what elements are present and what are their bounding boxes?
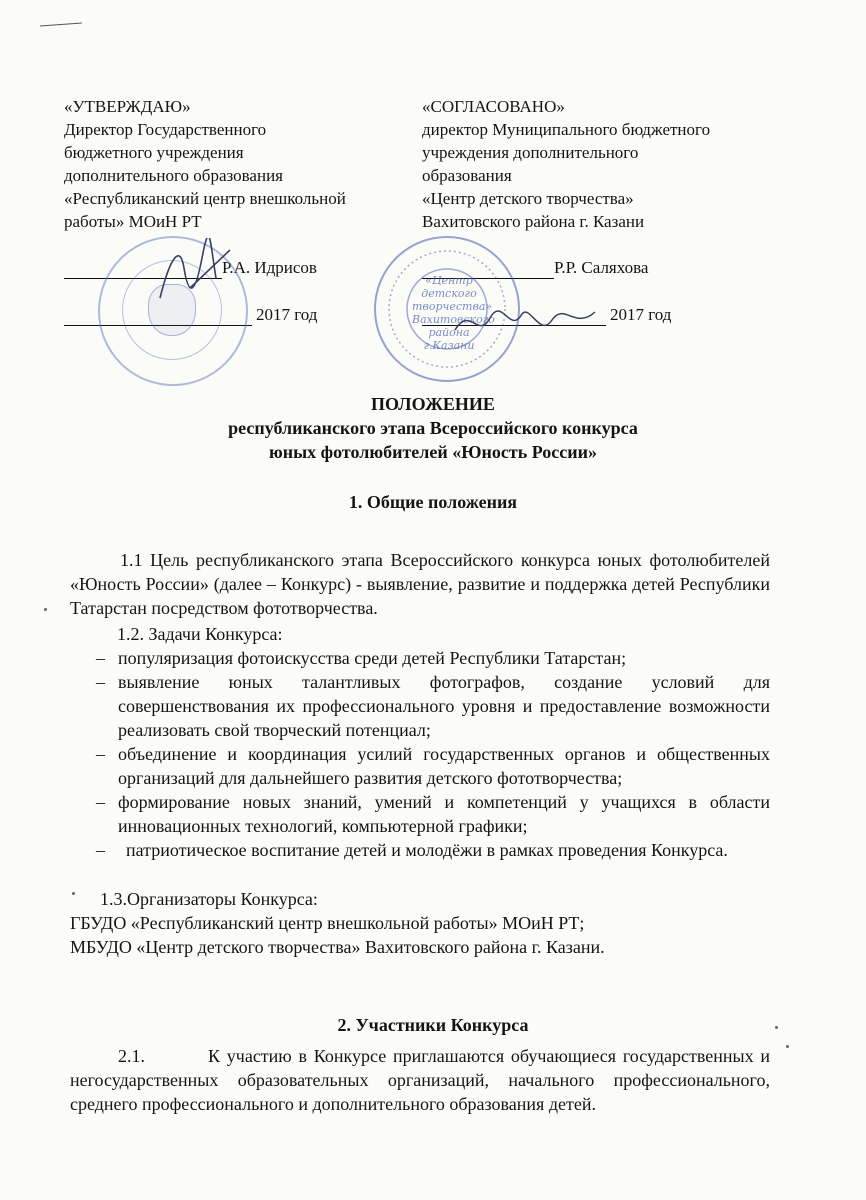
document-title <box>0 392 866 464</box>
title-line-2: республиканского этапа Всероссийского конкурса <box>228 418 638 438</box>
section-1-heading: 1. Общие положения <box>348 492 518 512</box>
paragraph-1-3: 1.3.Организаторы Конкурса: <box>100 889 318 909</box>
list-item: – выявление юных талантливых фотографов, создание условий для совершенствования их профессионального уровня и предоставление возможности реализовать свой творческий потенциал; <box>96 670 770 742</box>
paragraph-1-2: 1.2. Задачи Конкурса: <box>117 624 283 644</box>
scan-speck <box>72 892 75 895</box>
agreement-line-5: Вахитовского района г. Казани <box>422 212 645 231</box>
list-item: – объединение и координация усилий государственных органов и общественных организаций для дальнейшего развития детского фототворчества; <box>96 742 770 790</box>
approval-signer: Р.А. Идрисов <box>222 258 317 277</box>
signature-left <box>150 238 240 308</box>
agreement-line-4: «Центр детского творчества» <box>422 189 634 208</box>
list-item: – формирование новых знаний, умений и компетенций у учащихся в области инновационных технологий, компьютерной графики; <box>96 790 770 838</box>
agreement-line-1: директор Муниципального бюджетного <box>422 120 711 139</box>
scan-speck <box>44 608 47 611</box>
stamp-text-line: творчества» <box>412 300 493 313</box>
approval-line-5: работы» МОиН РТ <box>64 212 202 231</box>
paragraph-2-1-text: К участию в Конкурсе приглашаются обучающиеся государственных и негосударственных образовательных организаций, начального профессионального, среднего профессионального и дополнительного образования детей. <box>70 1046 770 1114</box>
title-line-3: юных фотолюбителей «Юность России» <box>268 442 598 462</box>
title-line-1: ПОЛОЖЕНИЕ <box>371 394 495 414</box>
approval-line-3: дополнительного образования <box>64 166 283 185</box>
approval-line-1: Директор Государственного <box>64 120 267 139</box>
agreement-signer: Р.Р. Саляхова <box>554 258 649 277</box>
agreement-heading: «СОГЛАСОВАНО» <box>422 97 565 116</box>
tasks-list <box>96 646 770 862</box>
approval-year: 2017 год <box>256 305 318 324</box>
paragraph-2-1 <box>70 1044 770 1116</box>
agreement-line-3: образования <box>422 166 512 185</box>
signature-right <box>450 300 600 345</box>
approval-heading: «УТВЕРЖДАЮ» <box>64 97 191 116</box>
stamp-text-line: «Центр <box>425 274 473 287</box>
list-item: – патриотическое воспитание детей и молодёжи в рамках проведения Конкурса. <box>96 838 770 862</box>
paragraph-number: 2.1. <box>118 1046 145 1066</box>
scan-speck <box>786 1045 789 1048</box>
organizer-1: ГБУДО «Республиканский центр внешкольной работы» МОиН РТ; <box>70 913 585 933</box>
stamp-text-line: Вахитовского <box>412 313 495 326</box>
agreement-year: 2017 год <box>610 305 672 324</box>
scan-speck <box>775 1026 778 1029</box>
stamp-text-line: г.Казани <box>423 339 475 352</box>
organizer-2: МБУДО «Центр детского творчества» Вахитовского района г. Казани. <box>70 937 605 957</box>
stamp-text-line: детского <box>421 287 477 300</box>
approval-line-4: «Республиканский центр внешкольной <box>64 189 346 208</box>
agreement-line-2: учреждения дополнительного <box>422 143 639 162</box>
scan-artifact-mark <box>40 23 82 27</box>
section-2-heading: 2. Участники Конкурса <box>337 1015 529 1035</box>
paragraph-1-1: 1.1 Цель республиканского этапа Всероссийского конкурса юных фотолюбителей «Юность России» (далее – Конкурс) - выявление, развитие и поддержка детей Республики Татарстан посредством фототворчества. <box>70 550 770 618</box>
list-item: – популяризация фотоискусства среди детей Республики Татарстан; <box>96 646 770 670</box>
approval-line-2: бюджетного учреждения <box>64 143 244 162</box>
stamp-text-line: района <box>428 326 470 339</box>
